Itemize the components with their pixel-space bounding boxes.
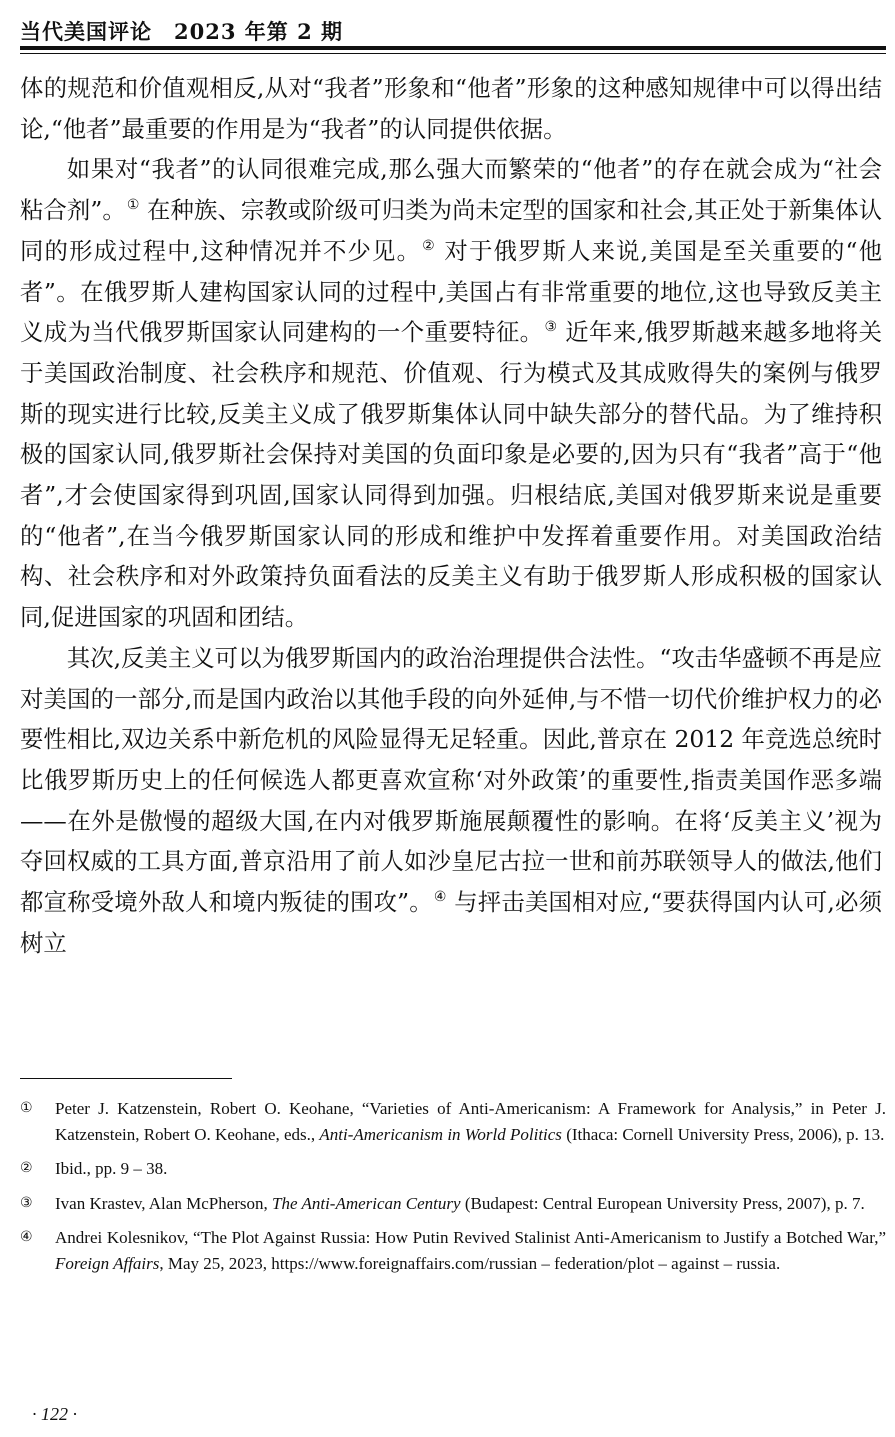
footnote-ref: ③ (544, 319, 558, 336)
footnote-separator (20, 1078, 232, 1079)
running-header (20, 16, 886, 56)
paragraph (20, 638, 882, 964)
footnote-text: (Ithaca: Cornell University Press, 2006), p. 13. (561, 1124, 885, 1144)
header-rule-thick (20, 46, 886, 50)
footnotes (20, 1096, 886, 1286)
footnote-mark: ③ (20, 1194, 33, 1211)
footnote-text: Peter J. Katzenstein, Robert O. Keohane, “Varieties of Anti-Americanism: A Framework for Analysis,” in Peter J. Katzenstein, Robert O. Keohane, eds., (55, 1099, 886, 1144)
paragraph (20, 149, 882, 637)
paragraph-text: 与抨击美国相对应,“要获得国内认可,必须树立 (20, 888, 882, 957)
footnote (20, 1096, 886, 1147)
footnote-ref: ① (126, 197, 140, 214)
paragraph-text: 在种族、宗教或阶级可归类为尚未定型的国家和社会,其正处于新集体认同的形成过程中,这种情况并不少见。 (20, 196, 882, 265)
footnote-title: Anti-Americanism in World Politics (319, 1124, 562, 1144)
paragraph-text: 近年来,俄罗斯越来越多地将关于美国政治制度、社会秩序和规范、价值观、行为模式及其成败得失的案例与俄罗斯的现实进行比较,反美主义成了俄罗斯集体认同中缺失部分的替代品。为了维持积极的国家认同,俄罗斯社会保持对美国的负面印象是必要的,因为只有“我者”高于“他者”,才会使国家得到巩固,国家认同得到加强。归根结底,美国对俄罗斯来说是重要的“他者”,在当今俄罗斯国家认同的形成和维护中发挥着重要作用。对美国政治结构、社会秩序和对外政策持负面看法的反美主义有助于俄罗斯人形成积极的国家认同,促进国家的巩固和团结。 (20, 318, 883, 632)
body-text (20, 68, 882, 963)
paragraph-text: 对于俄罗斯人来说,美国是至关重要的“他者”。在俄罗斯人建构国家认同的过程中,美国占有非常重要的地位,这也导致反美主义成为当代俄罗斯国家认同建构的一个重要特征。 (20, 236, 883, 347)
paragraph-text: 体的规范和价值观相反,从对“我者”形象和“他者”形象的这种感知规律中可以得出结论,“他者”最重要的作用是为“我者”的认同提供依据。 (20, 74, 882, 143)
paragraph (20, 68, 882, 149)
footnote-title: Foreign Affairs (55, 1253, 160, 1273)
footnote-mark: ② (20, 1160, 33, 1177)
journal-issue-title: 当代美国评论 2023 年第 2 期 (20, 19, 343, 44)
footnote-ref: ② (422, 238, 436, 255)
footnote (20, 1156, 886, 1182)
footnote (20, 1225, 886, 1276)
paragraph-text: 如果对“我者”的认同很难完成,那么强大而繁荣的“他者”的存在就会成为“社会粘合剂”。 (20, 155, 882, 225)
footnote-text: Ivan Krastev, Alan McPherson, (55, 1193, 273, 1213)
footnote-text: Andrei Kolesnikov, “The Plot Against Russia: How Putin Revived Stalinist Anti-Americanism to Justify a Botched War,” (55, 1228, 886, 1248)
paragraph-text: 其次,反美主义可以为俄罗斯国内的政治治理提供合法性。“攻击华盛顿不再是应对美国的一部分,而是国内政治以其他手段的向外延伸,与不惜一切代价维护权力的必要性相比,双边关系中新危机的风险显得无足轻重。因此,普京在 2012 年竞选总统时比俄罗斯历史上的任何候选人都更喜欢宣称‘对外政策’的重要性,指责美国作恶多端——在外是傲慢的超级大国,在内对俄罗斯施展颠覆性的影响。在将‘反美主义’视为夺回权威的工具方面,普京沿用了前人如沙皇尼古拉一世和前苏联领导人的做法,他们都宣称受境外敌人和境内叛徒的围攻”。 (20, 643, 882, 917)
footnote-text: , May 25, 2023, https://www.foreignaffairs.com/russian – federation/plot – against – russia. (159, 1253, 781, 1273)
page-number: · 122 · (32, 1404, 77, 1424)
header-rule-thin (20, 53, 886, 54)
footnote-text: Ibid., pp. 9 – 38. (55, 1159, 168, 1179)
footnote-mark: ① (20, 1100, 33, 1116)
footnote (20, 1191, 886, 1217)
footnote-mark: ④ (20, 1229, 33, 1246)
footnote-ref: ④ (433, 889, 447, 906)
footnote-title: The Anti-American Century (272, 1193, 461, 1213)
footnote-text: (Budapest: Central European University Press, 2007), p. 7. (460, 1193, 865, 1213)
